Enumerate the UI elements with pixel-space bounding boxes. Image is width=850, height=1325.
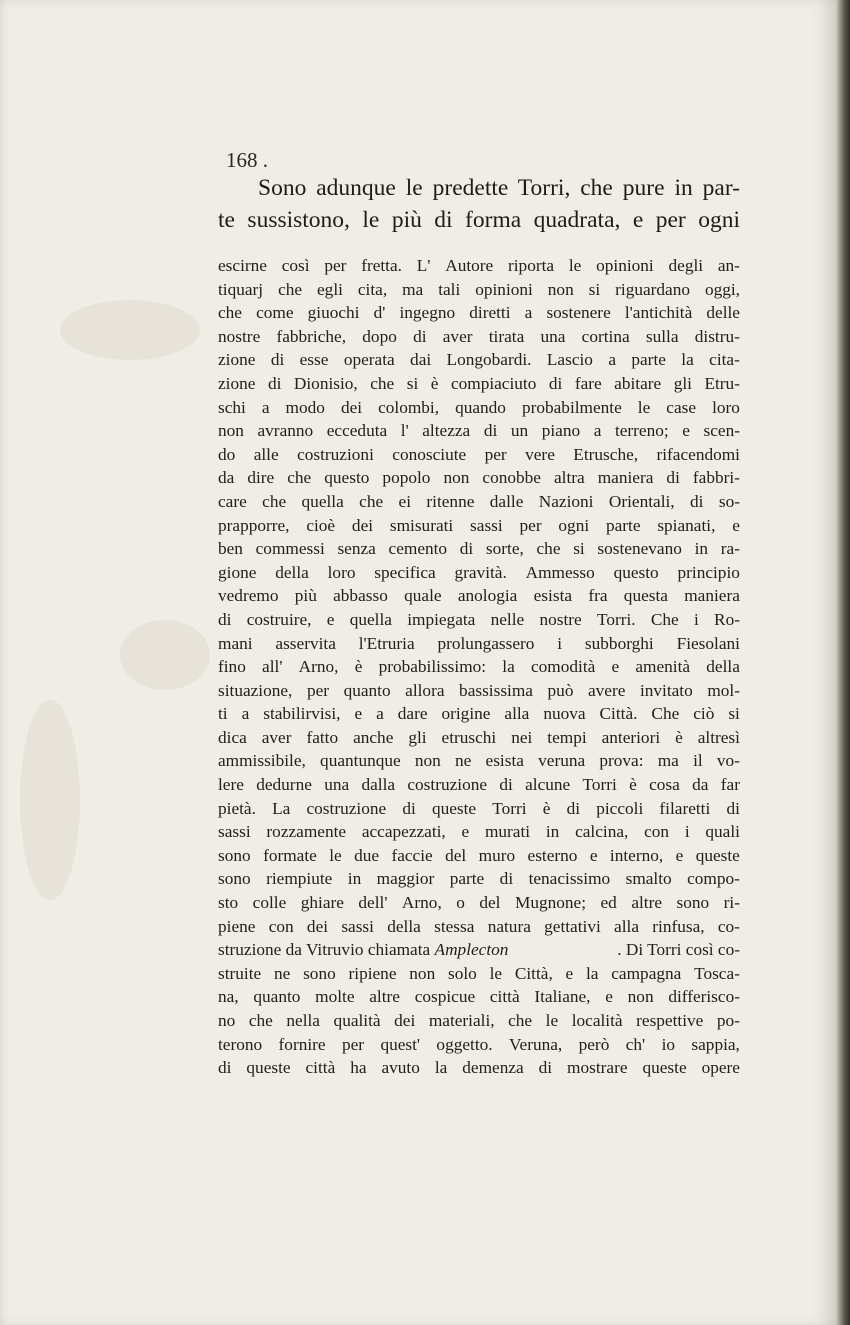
italic-term: Amplecton <box>434 940 509 960</box>
footnote-line: vedremo più abbasso quale anologia esista fra questa maniera <box>218 586 740 606</box>
footnote-line: na, quanto molte altre cospicue città Italiane, e non differisco- <box>218 987 740 1007</box>
footnote-line: ti a stabilirvisi, e a dare origine alla nuova Città. Che ciò si <box>218 704 740 724</box>
footnote-line: di queste città ha avuto la demenza di mostrare queste opere <box>218 1058 740 1078</box>
footnote <box>218 254 740 1080</box>
footnote-line: piene con dei sassi della stessa natura gettativi alla rinfusa, co- <box>218 916 740 936</box>
footnote-line: sassi rozzamente accapezzati, e murati in calcina, con i quali <box>218 822 740 842</box>
footnote-line: ammissibile, quantunque non ne esista veruna prova: ma il vo- <box>218 751 740 771</box>
footnote-line: care che quella che ei ritenne dalle Nazioni Orientali, di so- <box>218 491 740 511</box>
footnote-line: lere dedurne una dalla costruzione di alcune Torri è cosa da far <box>218 775 740 795</box>
main-text <box>218 172 740 236</box>
main-line: Sono adunque le predette Torri, che pure in par- <box>258 175 740 201</box>
footnote-line: situazione, per quanto allora bassissima può avere invitato mol- <box>218 680 740 700</box>
footnote-line: struzione da Vitruvio chiamata Amplecton . Di Torri così co- <box>218 940 740 960</box>
footnote-line: non avranno ecceduta l' altezza di un piano a terreno; e scen- <box>218 421 740 441</box>
footnote-line: zione di Dionisio, che si è compiaciuto di fare abitare gli Etru- <box>218 373 740 393</box>
page-number: 168 . <box>226 148 268 172</box>
footnote-line: di costruire, e quella impiegata nelle nostre Torri. Che i Ro- <box>218 609 740 629</box>
footnote-line: sono formate le due faccie del muro esterno e interno, e queste <box>218 845 740 865</box>
footnote-line: mani asservita l'Etruria prolungassero i subborghi Fiesolani <box>218 633 740 653</box>
footnote-line: no che nella qualità dei materiali, che le località respettive po- <box>218 1011 740 1030</box>
footnote-line: do alle costruzioni conosciute per vere Etrusche, rifacendomi <box>218 444 740 464</box>
footnote-line: da dire che questo popolo non conobbe altra maniera di fabbri- <box>218 468 740 488</box>
footnote-line: sto colle ghiare dell' Arno, o del Mugnone; ed altre sono ri- <box>218 893 740 913</box>
footnote-line: ben commessi senza cemento di sorte, che si sostenevano in ra- <box>218 539 740 559</box>
page-edge <box>836 0 850 1325</box>
footnote-line: prapporre, cioè dei smisurati sassi per ogni parte spianati, e <box>218 515 740 535</box>
main-line: te sussistono, le più di forma quadrata, e per ogni <box>218 207 740 233</box>
footnote-line: escirne così per fretta. L' Autore riporta le opinioni degli an- <box>218 256 740 275</box>
footnote-line: terono fornire per quest' oggetto. Veruna, però ch' io sappia, <box>218 1034 740 1054</box>
footnote-line: nostre fabbriche, dopo di aver tirata una cortina sulla distru- <box>218 326 740 346</box>
footnote-line: pietà. La costruzione di queste Torri è di piccoli filaretti di <box>218 798 740 818</box>
footnote-line: gione della loro specifica gravità. Ammesso questo principio <box>218 562 740 582</box>
footnote-line: struite ne sono ripiene non solo le Città, e la campagna Tosca- <box>218 963 740 983</box>
footnote-line: sono riempiute in maggior parte di tenacissimo smalto compo- <box>218 869 740 889</box>
footnote-line: tiquarj che egli cita, ma tali opinioni non si riguardano oggi, <box>218 279 740 299</box>
footnote-line: fino all' Arno, è probabilissimo: la comodità e amenità della <box>218 657 740 677</box>
footnote-line: schi a modo dei colombi, quando probabilmente le case loro <box>218 397 740 417</box>
footnote-line: dica aver fatto anche gli etruschi nei tempi anteriori è altresì <box>218 727 740 747</box>
footnote-line: zione di esse operata dai Longobardi. Lascio a parte la cita- <box>218 350 740 370</box>
footnote-line: che come giuochi d' ingegno diretti a sostenere l'antichità delle <box>218 303 740 323</box>
